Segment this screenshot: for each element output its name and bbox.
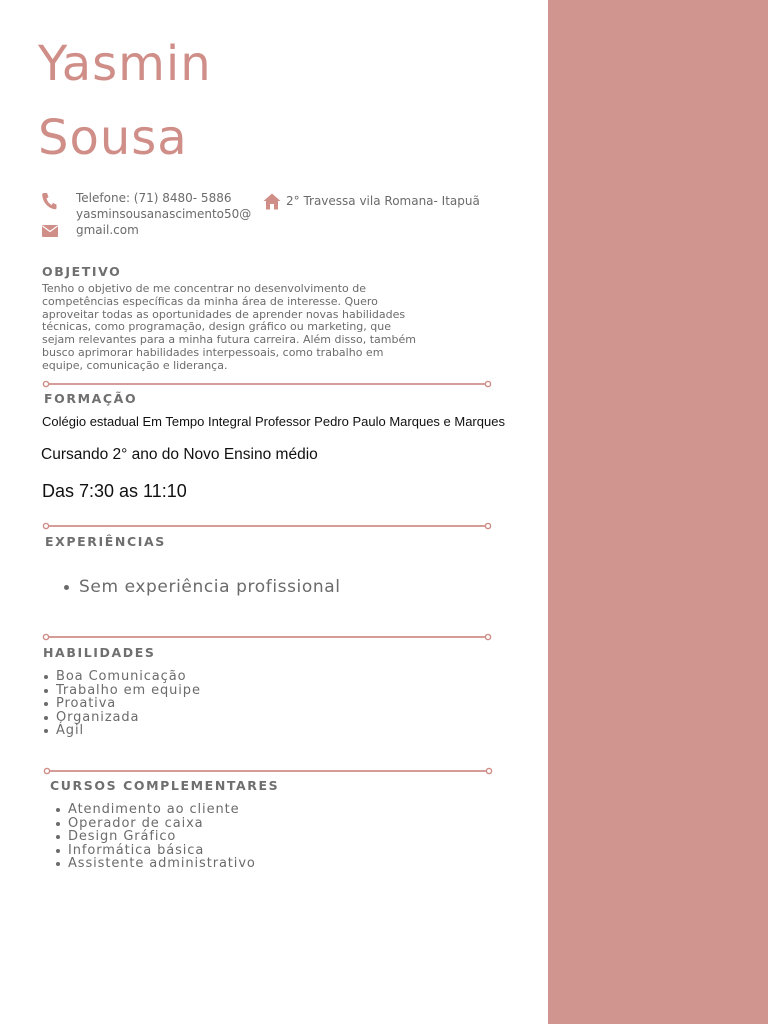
skills-list: [42, 670, 201, 738]
school-grade: Cursando 2° ano do Novo Ensino médio: [41, 446, 318, 463]
section-divider: [42, 633, 494, 641]
section-title-courses: CURSOS COMPLEMENTARES: [50, 778, 280, 793]
last-name: Sousa: [38, 110, 188, 166]
section-divider: [43, 767, 495, 775]
list-item: Operador de caixa: [54, 817, 256, 831]
list-item: Informática básica: [54, 844, 256, 858]
phone-icon: [41, 192, 57, 214]
list-item: Design Gráfico: [54, 830, 256, 844]
list-item: Ágil: [42, 724, 201, 738]
list-item: Sem experiência profissional: [62, 576, 341, 598]
objective-line: Tenho o objetivo de me concentrar no desenvolvimento de: [42, 282, 367, 295]
objective-line: sejam relevantes para a minha futura carreira. Além disso, também: [42, 333, 416, 347]
objective-line: busco aprimorar habilidades interpessoais, como trabalho em: [42, 345, 384, 359]
section-title-education: FORMAÇÃO: [44, 391, 138, 406]
section-divider: [42, 522, 494, 530]
first-name: Yasmin: [38, 36, 212, 92]
objective-line: técnicas, como programação, design gráfico ou marketing, que: [42, 320, 391, 334]
objective-line: aproveitar todas as oportunidades de aprender novas habilidades: [42, 307, 406, 321]
experience-list: [62, 576, 341, 598]
objective-line: competências específicas da minha área de interesse. Quero: [42, 294, 378, 308]
home-icon: [263, 193, 281, 214]
section-divider: [42, 380, 494, 388]
list-item: Boa Comunicação: [42, 670, 201, 684]
address-text: 2° Travessa vila Romana- Itapuã: [286, 194, 480, 208]
objective-line: equipe, comunicação e liderança.: [42, 358, 228, 372]
email-text-line1: yasminsousanascimento50@: [76, 207, 252, 221]
list-item: Atendimento ao cliente: [54, 803, 256, 817]
side-color-panel: [548, 0, 768, 1024]
list-item: Trabalho em equipe: [42, 684, 201, 698]
list-item: Assistente administrativo: [54, 857, 256, 871]
section-title-skills: HABILIDADES: [43, 645, 156, 660]
email-text-line2: gmail.com: [76, 223, 139, 237]
section-title-objective: OBJETIVO: [42, 264, 122, 279]
objective-text: [42, 283, 452, 373]
section-title-experience: EXPERIÊNCIAS: [45, 534, 166, 549]
mail-icon: [42, 222, 58, 241]
phone-text: Telefone: (71) 8480- 5886: [76, 191, 232, 205]
school-name: Colégio estadual Em Tempo Integral Professor Pedro Paulo Marques e Marques: [42, 414, 505, 429]
list-item: Proativa: [42, 697, 201, 711]
list-item: Organizada: [42, 711, 201, 725]
courses-list: [54, 803, 256, 871]
school-schedule: Das 7:30 as 11:10: [42, 481, 187, 501]
